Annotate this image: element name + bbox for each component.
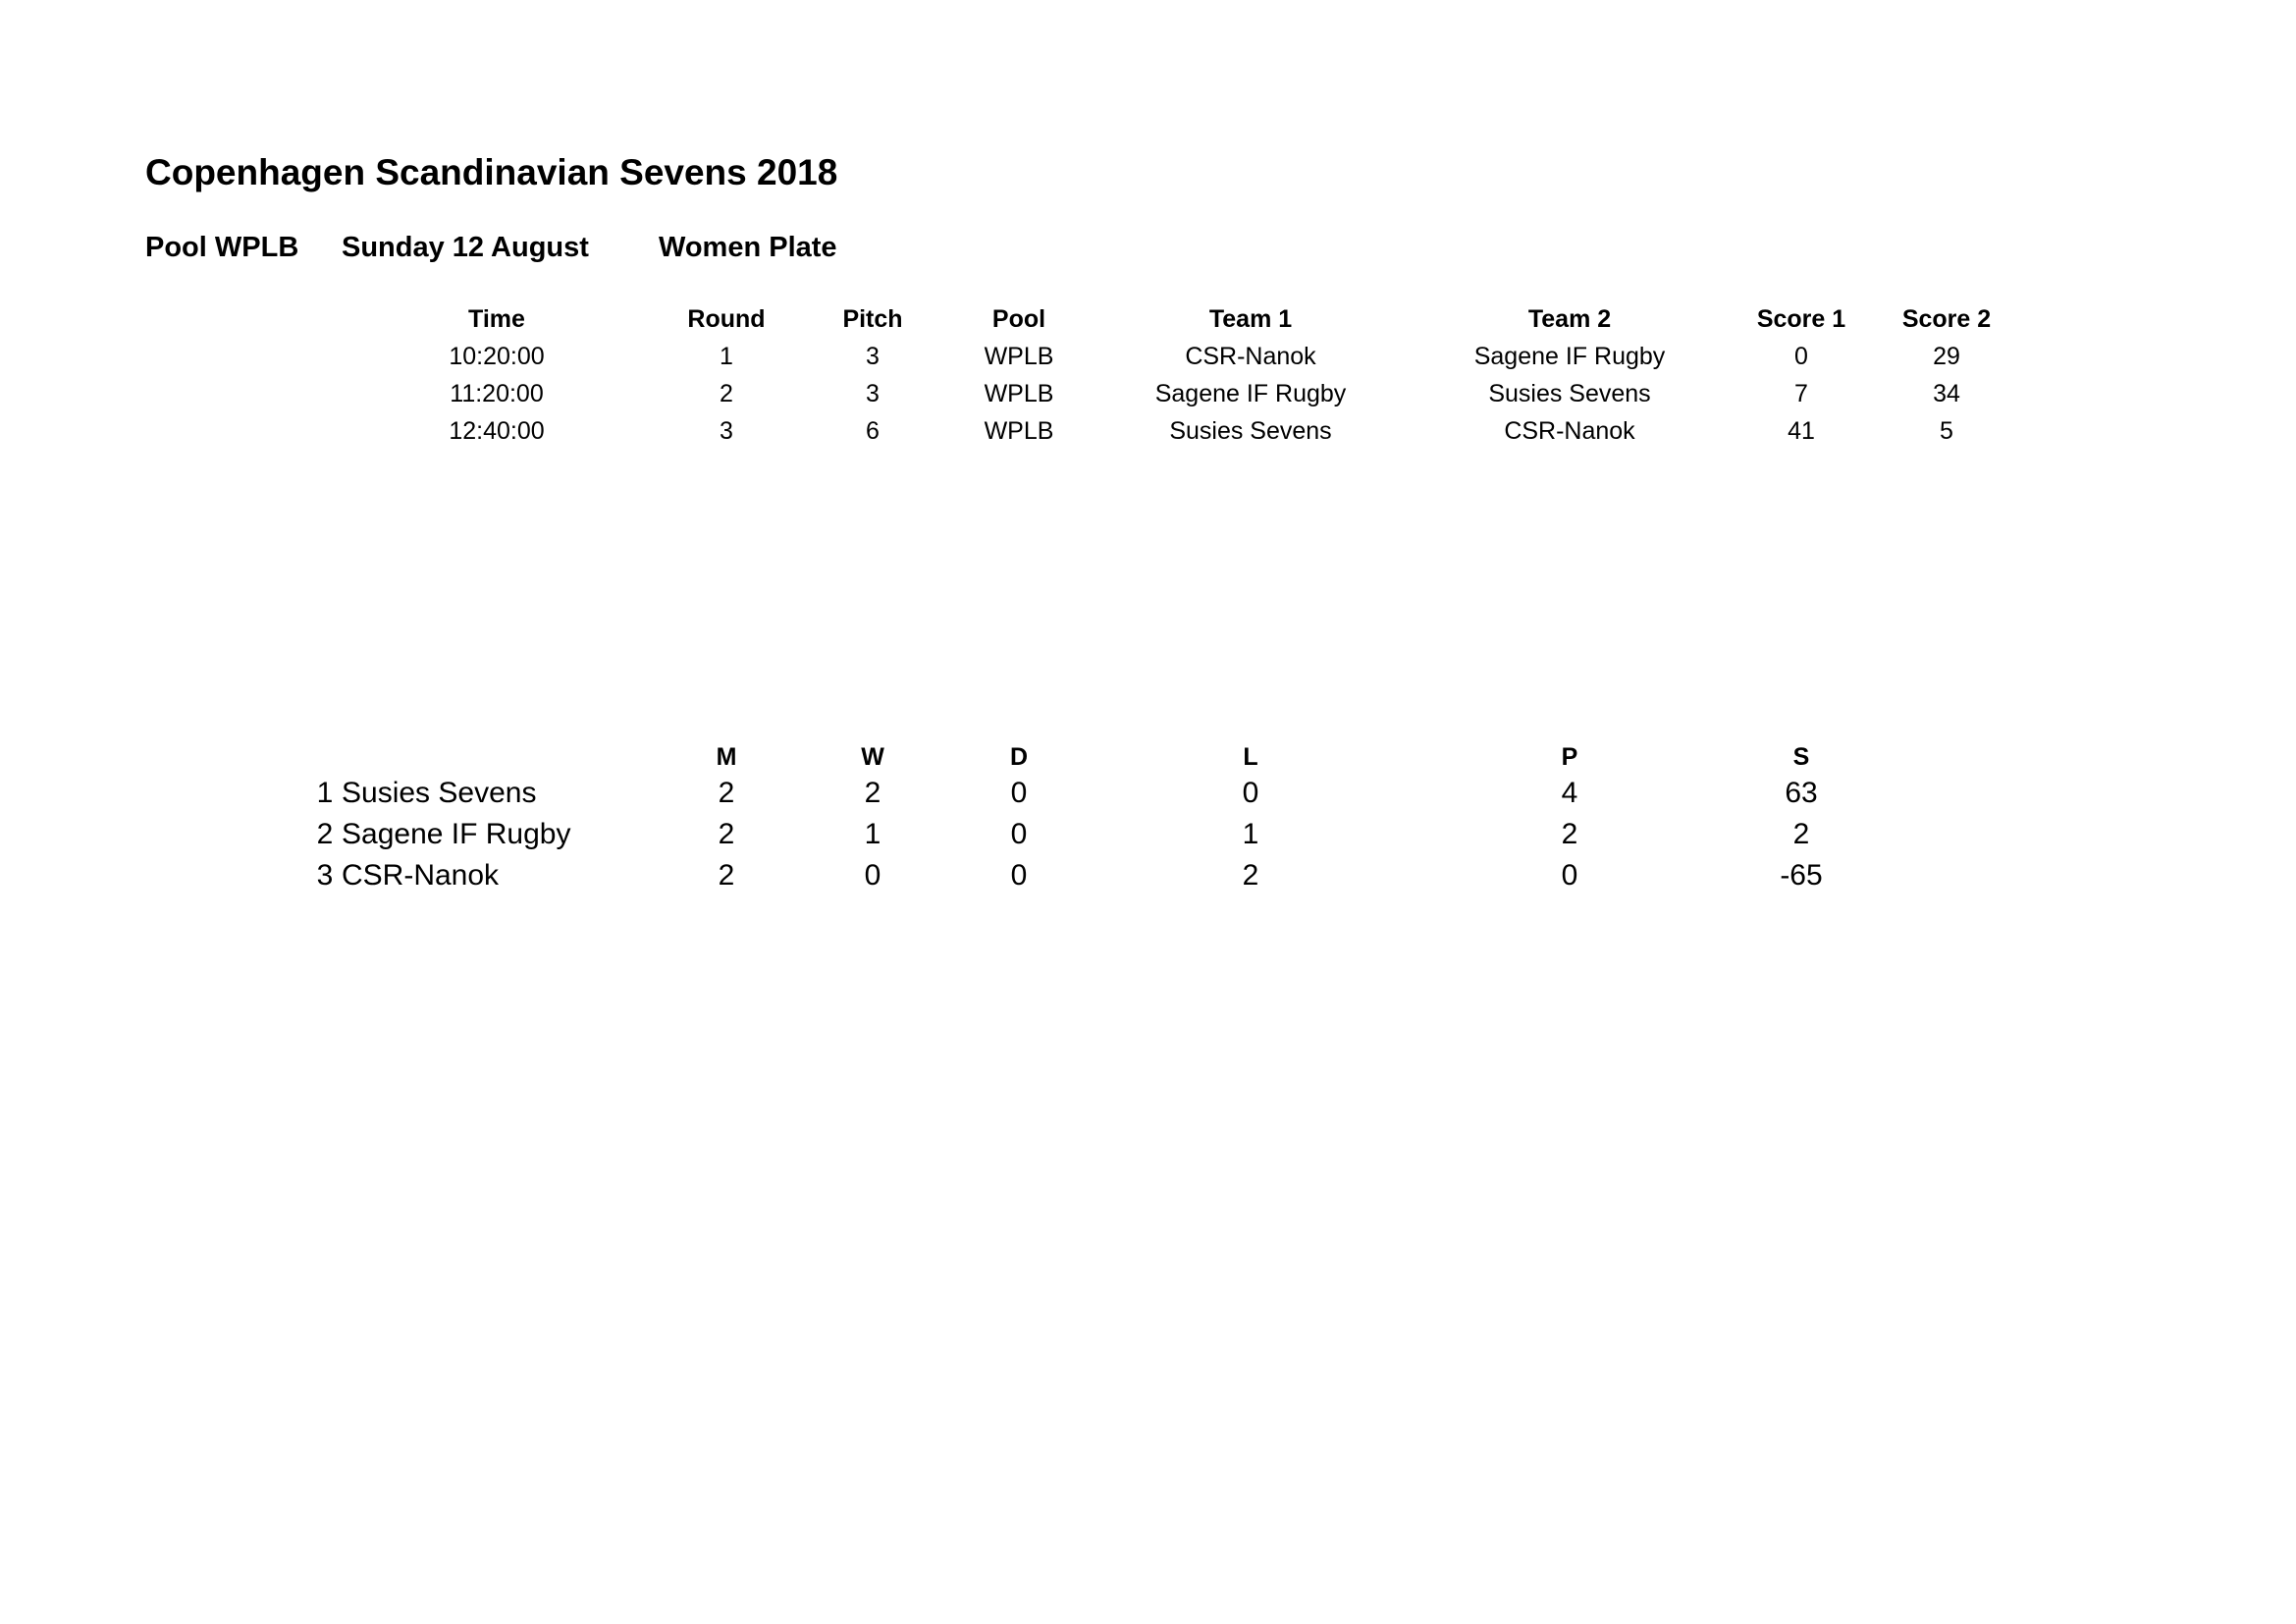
pool-label: Pool WPLB [145,232,299,263]
header-points: P [1561,743,1578,771]
cell-score2: 5 [1940,417,1953,445]
cell-losses: 0 [1242,777,1259,809]
cell-score-diff: 2 [1792,818,1810,850]
rank: 2 [316,818,334,850]
cell-score1: 41 [1788,417,1815,445]
header-team2: Team 2 [1527,305,1612,333]
header-losses: L [1243,743,1258,771]
cell-matches: 2 [718,859,735,892]
date-label: Sunday 12 August [342,232,589,263]
cell-pool: WPLB [984,380,1054,407]
header-round: Round [687,305,766,333]
cell-time: 11:20:00 [450,380,544,407]
cell-team2: Susies Sevens [1488,380,1651,407]
cell-round: 1 [720,343,733,370]
cell-matches: 2 [718,777,735,809]
header-score-diff: S [1792,743,1810,771]
cell-pool: WPLB [984,417,1054,445]
cell-points: 2 [1561,818,1578,850]
cell-points: 4 [1561,777,1578,809]
cell-score-diff: -65 [1780,859,1823,892]
page-title: Copenhagen Scandinavian Sevens 2018 [145,152,838,192]
cell-losses: 1 [1242,818,1259,850]
cell-score1: 0 [1794,343,1808,370]
cell-draws: 0 [1010,818,1028,850]
header-team1: Team 1 [1208,305,1293,333]
cell-team1: CSR-Nanok [1185,343,1316,370]
rank: 3 [316,859,334,892]
cell-losses: 2 [1242,859,1259,892]
header-score1: Score 1 [1756,305,1846,333]
cell-score2: 34 [1933,380,1960,407]
header-wins: W [861,743,884,771]
cell-round: 2 [720,380,733,407]
cell-matches: 2 [718,818,735,850]
cell-score1: 7 [1794,380,1808,407]
cell-wins: 0 [864,859,881,892]
cell-wins: 2 [864,777,881,809]
cell-time: 10:20:00 [449,343,545,370]
cell-draws: 0 [1010,859,1028,892]
cell-team1: Susies Sevens [1169,417,1332,445]
team-name: CSR-Nanok [342,859,500,892]
header-draws: D [1009,743,1029,771]
team-name: Susies Sevens [342,777,537,809]
cell-draws: 0 [1010,777,1028,809]
cell-team1: Sagene IF Rugby [1154,380,1347,407]
cell-pool: WPLB [984,343,1054,370]
header-time: Time [468,305,525,333]
cell-wins: 1 [864,818,881,850]
header-matches: M [716,743,737,771]
header-pitch: Pitch [842,305,903,333]
cell-team2: Sagene IF Rugby [1473,343,1666,370]
cell-team2: CSR-Nanok [1504,417,1635,445]
cell-pitch: 3 [866,380,880,407]
competition-label: Women Plate [659,232,837,263]
cell-pitch: 6 [866,417,880,445]
cell-score-diff: 63 [1785,777,1818,809]
cell-pitch: 3 [866,343,880,370]
cell-round: 3 [720,417,733,445]
header-score2: Score 2 [1901,305,1992,333]
cell-time: 12:40:00 [449,417,545,445]
header-pool: Pool [991,305,1046,333]
cell-score2: 29 [1933,343,1960,370]
cell-points: 0 [1561,859,1578,892]
team-name: Sagene IF Rugby [342,818,571,850]
rank: 1 [316,777,334,809]
